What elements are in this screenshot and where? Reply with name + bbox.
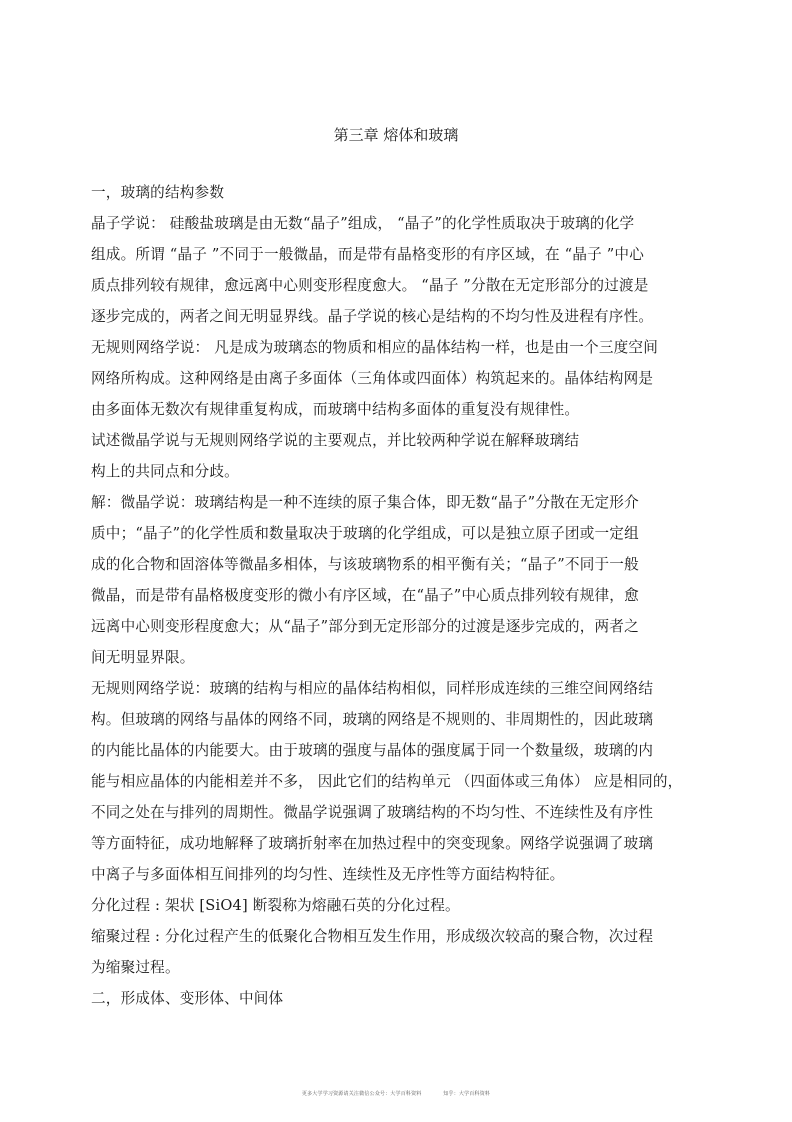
definition-line: 分化过程 : 架状 [SiO4] 断裂称为熔融石英的分化过程。 <box>91 897 460 914</box>
answer-line: 解：微晶学说：玻璃结构是一种不连续的原子集合体，即无数“晶子”分散在无定形介 <box>91 494 639 511</box>
answer-line: 不同之处在与排列的周期性。微晶学说强调了玻璃结构的不均匀性、不连续性及有序性 <box>91 804 654 821</box>
paragraph-line: 晶子学说： 硅酸盐玻璃是由无数“晶子”组成， “晶子”的化学性质取决于玻璃的化学 <box>91 215 635 232</box>
definition-line: 缩聚过程 : 分化过程产生的低聚化合物相互发生作用，形成级次较高的聚合物，次过程 <box>91 928 654 945</box>
question-line: 构上的共同点和分歧。 <box>91 463 239 480</box>
footer-zhihu-text: 知乎：大学百科资料 <box>443 1091 491 1097</box>
section-heading: 二，形成体、变形体、中间体 <box>91 990 284 1007</box>
answer-line: 质中；“晶子”的化学性质和数量取决于玻璃的化学组成，可以是独立原子团或一定组 <box>91 525 639 542</box>
answer-line: 间无明显界限。 <box>91 649 195 666</box>
paragraph-line: 无规则网络学说： 凡是成为玻璃态的物质和相应的晶体结构一样，也是由一个三度空间 <box>91 339 659 356</box>
section-heading: 一，玻璃的结构参数 <box>91 184 225 201</box>
paragraph-line: 质点排列较有规律，愈远离中心则变形程度愈大。 “晶子 ”分散在无定形部分的过渡是 <box>91 277 649 294</box>
answer-line: 成的化合物和固溶体等微晶多相体，与该玻璃物系的相平衡有关；“晶子”不同于一般 <box>91 556 639 573</box>
answer-line: 微晶，而是带有晶格极度变形的微小有序区域，在“晶子”中心质点排列较有规律，愈 <box>91 587 639 604</box>
paragraph-line: 网络所构成。这种网络是由离子多面体（三角体或四面体）构筑起来的。晶体结构网是 <box>91 370 654 387</box>
answer-line: 远离中心则变形程度愈大；从“晶子”部分到无定形部分的过渡是逐步完成的，两者之 <box>91 618 639 635</box>
chapter-title: 第三章 熔体和玻璃 <box>333 126 459 144</box>
paragraph-line: 由多面体无数次有规律重复构成，而玻璃中结构多面体的重复没有规律性。 <box>91 401 580 418</box>
footer-wechat-text: 更多大学学习资源请关注微信公众号：大学百科资料 <box>301 1091 422 1097</box>
page-footer <box>0 1090 792 1097</box>
answer-line: 无规则网络学说：玻璃的结构与相应的晶体结构相似，同样形成连续的三维空间网络结 <box>91 680 654 697</box>
answer-line: 能与相应晶体的内能相差并不多， 因此它们的结构单元 （四面体或三角体） 应是相同的， <box>91 773 683 790</box>
answer-line: 中离子与多面体相互间排列的均匀性、连续性及无序性等方面结构特征。 <box>91 866 565 883</box>
answer-line: 的内能比晶体的内能要大。由于玻璃的强度与晶体的强度属于同一个数量级，玻璃的内 <box>91 742 654 759</box>
answer-line: 构。但玻璃的网络与晶体的网络不同，玻璃的网络是不规则的、非周期性的，因此玻璃 <box>91 711 654 728</box>
paragraph-line: 组成。所谓 “晶子 ”不同于一般微晶，而是带有晶格变形的有序区域，在 “晶子 ”中心 <box>91 246 644 263</box>
definition-line: 为缩聚过程。 <box>91 959 180 976</box>
paragraph-line: 逐步完成的，两者之间无明显界线。晶子学说的核心是结构的不均匀性及进程有序性。 <box>91 308 654 325</box>
document-body <box>91 177 706 1014</box>
question-line: 试述微晶学说与无规则网络学说的主要观点，并比较两种学说在解释玻璃结 <box>91 432 580 449</box>
answer-line: 等方面特征，成功地解释了玻璃折射率在加热过程中的突变现象。网络学说强调了玻璃 <box>91 835 654 852</box>
